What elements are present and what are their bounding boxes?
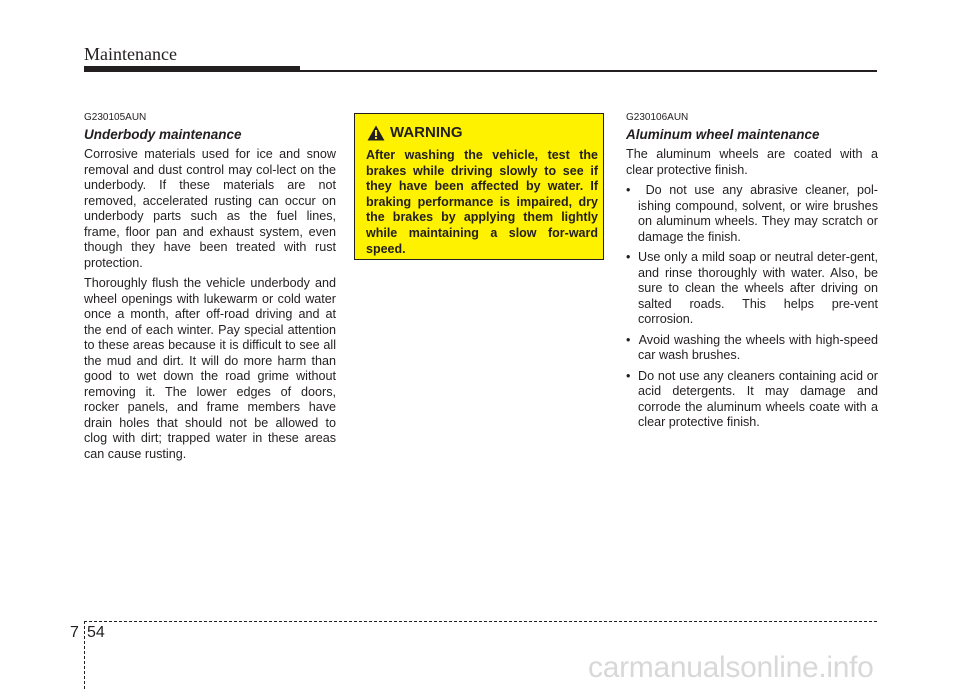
footer-divider [84, 621, 85, 689]
warning-header [367, 124, 463, 141]
warning-triangle-icon [367, 125, 385, 141]
bullet-text: Use only a mild soap or neutral deter-gent, and rinse thoroughly with water. Also, be sure to clean the wheels after driving on salted roads. This helps pre-vent corrosion. [637, 250, 878, 326]
header-bar [84, 66, 300, 72]
page-number: 54 [87, 624, 105, 641]
bullet-text: Avoid washing the wheels with high-speed car wash brushes. [638, 332, 878, 362]
section-code: G230106AUN [626, 112, 689, 123]
underbody-section [84, 112, 336, 467]
bullet-item: • Do not use any abrasive cleaner, pol-ishing compound, solvent, or wire brushes on aluminum wheels. They may scratch or damage the finish. [626, 183, 878, 244]
warning-text: After washing the vehicle, test the brakes while driving slowly to see if they have been affected by water. If braking performance is impaired, dry the brakes by applying them lightly while maintaining a slow for-ward speed. [366, 148, 598, 256]
section-code: G230105AUN [84, 112, 147, 123]
watermark: carmanualsonline.info [588, 651, 874, 684]
paragraph: Corrosive materials used for ice and snow removal and dust control may col-lect on the underbody. If these materials are not removed, accelerated rusting can occur on underbody parts such as the fuel lines, frame, floor pan and exhaust system, even though they have been treated with rust protection. [84, 147, 336, 270]
aluminum-wheel-section [626, 112, 878, 436]
chapter-number: 7 [70, 624, 79, 641]
bullet-item: • Avoid washing the wheels with high-speed car wash brushes. [626, 332, 878, 362]
paragraph: Thoroughly flush the vehicle underbody and wheel openings with lukewarm or cold water once a month, after off-road driving and at the end of each winter. Pay special attention to these areas because it is difficult to see all the mud and dirt. It will do more harm than good to wet down the road grime without removing it. The lower edges of doors, rocker panels, and frame members have drain holes that should not be allowed to clog with dirt; trapped water in these areas can cause rusting. [84, 276, 336, 461]
bullet-text: Do not use any abrasive cleaner, pol-ishing compound, solvent, or wire brushes on aluminum wheels. They may scratch or damage the finish. [638, 183, 878, 244]
bullet-item: • Use only a mild soap or neutral deter-gent, and rinse thoroughly with water. Also, be sure to clean the wheels after driving on salted roads. This helps pre-vent corrosion. [626, 250, 878, 326]
footer-rule [84, 621, 877, 622]
page-header-title: Maintenance [84, 44, 177, 64]
warning-box [354, 113, 604, 260]
bullet-text: Do not use any cleaners containing acid or acid detergents. It may damage and corrode the aluminum wheels coate with a clear protective finish. [637, 368, 878, 429]
bullet-item: • Do not use any cleaners containing acid or acid detergents. It may damage and corrode the aluminum wheels coate with a clear protective finish. [626, 368, 878, 429]
paragraph: The aluminum wheels are coated with a clear protective finish. [626, 147, 878, 177]
bullet-list [626, 183, 878, 431]
header-rule [300, 70, 877, 72]
section-heading: Aluminum wheel maintenance [626, 127, 820, 142]
warning-title: WARNING [390, 124, 463, 141]
section-heading: Underbody maintenance [84, 127, 242, 142]
